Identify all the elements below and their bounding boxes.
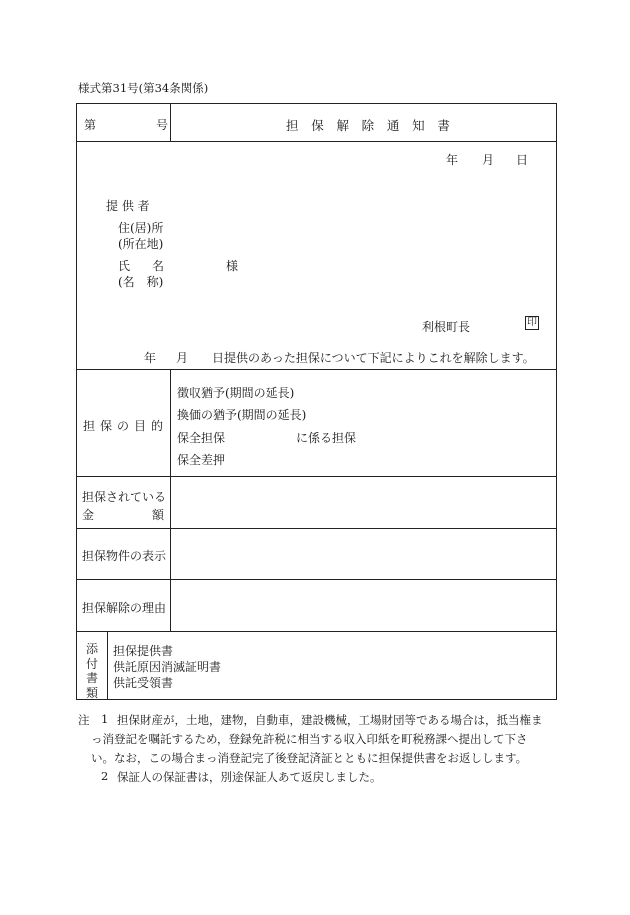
amount-label-gaku: 額 xyxy=(152,508,165,522)
purpose-item-preservation-seizure: 保全差押 xyxy=(177,453,226,467)
divider-purpose xyxy=(76,476,557,477)
divider-property xyxy=(76,579,557,580)
document-title: 担 保 解 除 通 知 書 xyxy=(286,118,455,133)
provider-label: 提 供 者 xyxy=(106,199,150,213)
note-1-line-1: 担保財産が，土地，建物，自動車，建設機械，工場財団等である場合は，抵当権ま xyxy=(117,713,543,727)
purpose-item-preservation-security: 保全担保 xyxy=(177,431,226,445)
divider-body xyxy=(76,369,557,370)
note-1-line-3: い。なお，この場合まっ消登記完了後登記済証とともに担保提供書をお返しします。 xyxy=(91,751,528,765)
note-2-number: 2 xyxy=(101,769,109,783)
note-2-text: 保証人の保証書は，別途保証人あて返戻しました。 xyxy=(117,770,382,784)
address-label: 住(居)所 xyxy=(118,221,164,235)
purpose-related-text: に係る担保 xyxy=(296,431,357,445)
name-label-shi: 氏 xyxy=(118,259,131,273)
date-month: 月 xyxy=(482,153,495,167)
note-1-line-2: っ消登記を嘱託するため，登録免許税に相当する収入印紙を町税務課へ提出して下さ xyxy=(91,732,528,746)
purpose-item-conversion-deferral: 換価の猶予(期間の延長) xyxy=(177,408,307,422)
issuer-title: 利根町長 xyxy=(422,320,471,334)
amount-label-kin: 金 xyxy=(82,508,95,522)
name-label-mei: 名 xyxy=(152,259,165,273)
statement-year: 年 xyxy=(144,351,157,365)
purpose-item-collection-deferral: 徴収猶予(期間の延長) xyxy=(177,386,295,400)
address-sub-label: (所在地) xyxy=(118,237,164,251)
reason-label: 担保解除の理由 xyxy=(82,601,167,615)
divider-reason xyxy=(76,631,557,632)
name-sub-label: (名 称) xyxy=(118,275,164,289)
attachment-item-receipt: 供託受領書 xyxy=(113,676,174,690)
number-label-dai: 第 xyxy=(84,118,97,132)
date-day: 日 xyxy=(516,153,529,167)
date-year: 年 xyxy=(446,153,459,167)
attachment-item-offer: 担保提供書 xyxy=(113,644,174,658)
divider-header xyxy=(76,141,557,142)
property-label: 担保物件の表示 xyxy=(82,549,167,563)
form-number: 様式第31号(第34条関係) xyxy=(78,81,209,95)
seal-mark: 印 xyxy=(527,317,537,328)
notes-prefix: 注 xyxy=(78,713,90,727)
amount-label-line1: 担保されている xyxy=(82,490,167,504)
divider-attachments xyxy=(107,631,108,700)
divider-header-vertical xyxy=(170,103,171,141)
number-label-go: 号 xyxy=(156,118,169,132)
divider-amount xyxy=(76,528,557,529)
statement-month: 月 xyxy=(176,351,189,365)
honorific-sama: 様 xyxy=(226,259,239,273)
attachment-item-certificate: 供託原因消滅証明書 xyxy=(113,660,222,674)
statement-text: 日提供のあった担保について下記によりこれを解除します。 xyxy=(212,351,535,365)
purpose-label: 担 保 の 目 的 xyxy=(83,419,164,433)
attachments-label: 添付書類 xyxy=(85,642,98,700)
divider-label-column xyxy=(170,369,171,631)
note-1-number: 1 xyxy=(101,712,109,726)
